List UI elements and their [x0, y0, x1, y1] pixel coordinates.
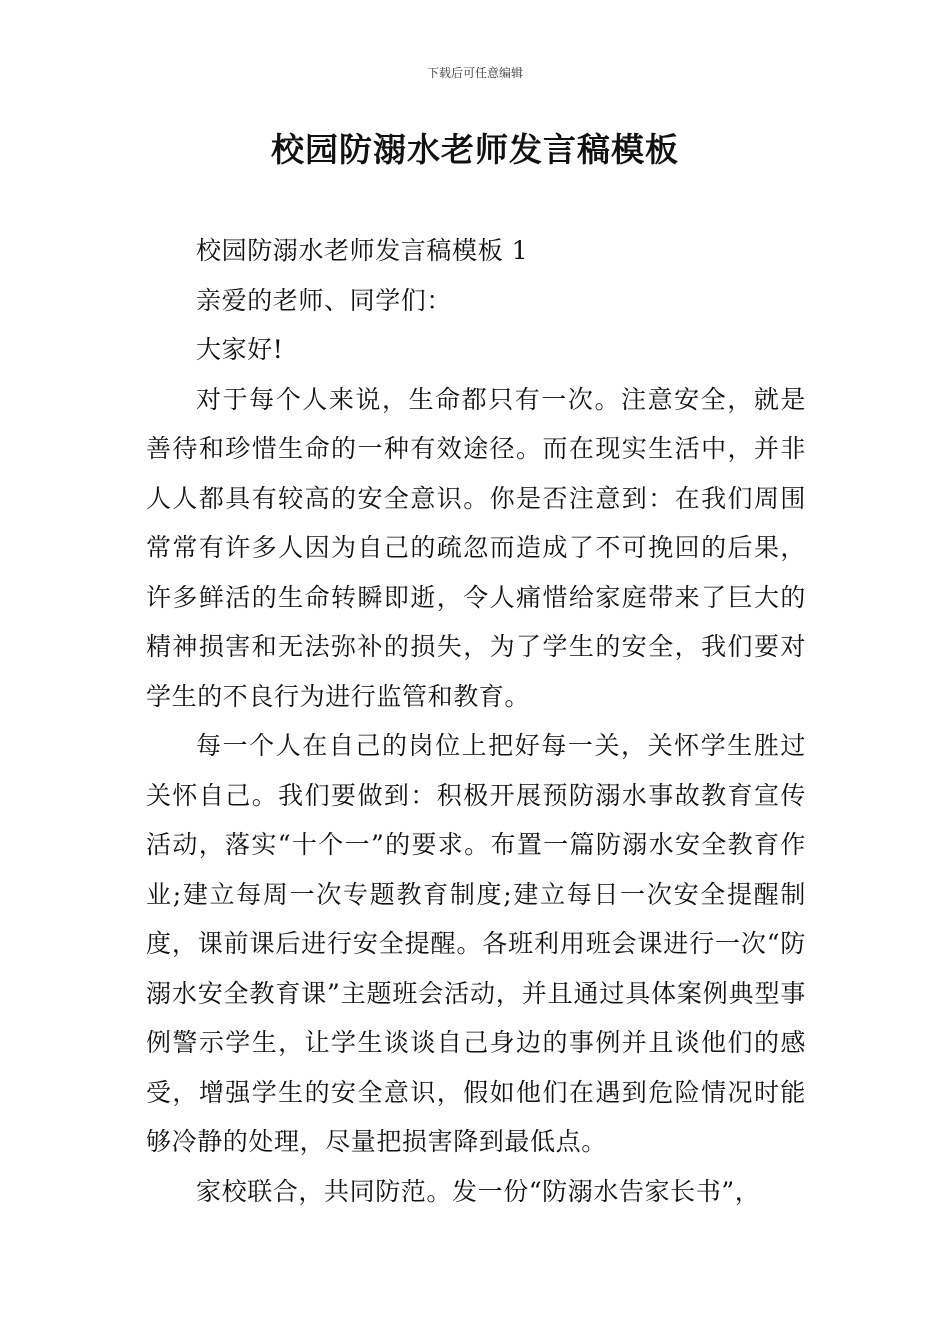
body-paragraph: 每一个人在自己的岗位上把好每一关，关怀学生胜过关怀自己。我们要做到：积极开展预防溺水事故教育宣传活动，落实“十个一”的要求。布置一篇防溺水安全教育作业;建立每周一次专题教育制度;建立每日一次安全提醒制度，课前课后进行安全提醒。各班利用班会课进行一次“防溺水安全教育课”主题班会活动，并且通过具体案例典型事例警示学生，让学生谈谈自己身边的事例并且谈他们的感受，增强学生的安全意识，假如他们在遇到危险情况时能够冷静的处理，尽量把损害降到最低点。 — [146, 731, 806, 1156]
header-note: 下载后可任意编辑 — [426, 66, 523, 80]
body-paragraph: 对于每个人来说，生命都只有一次。注意安全，就是善待和珍惜生命的一种有效途径。而在现实生活中，并非人人都具有较高的安全意识。你是否注意到：在我们周围常常有许多人因为自己的疏忽而造成了不可挽回的后果，许多鲜活的生命转瞬即逝，令人痛惜给家庭带来了巨大的精神损害和无法弥补的损失，为了学生的安全，我们要对学生的不良行为进行监管和教育。 — [146, 384, 806, 711]
document-body — [146, 226, 806, 1216]
greeting-paragraph: 大家好! — [196, 335, 284, 364]
body-paragraph: 家校联合，共同防范。发一份“防溺水告家长书”， — [196, 1176, 761, 1206]
document-title: 校园防溺水老师发言稿模板 — [271, 130, 679, 169]
salutation-paragraph: 亲爱的老师、同学们： — [196, 285, 453, 315]
subtitle-paragraph: 校园防溺水老师发言稿模板 1 — [196, 236, 529, 265]
